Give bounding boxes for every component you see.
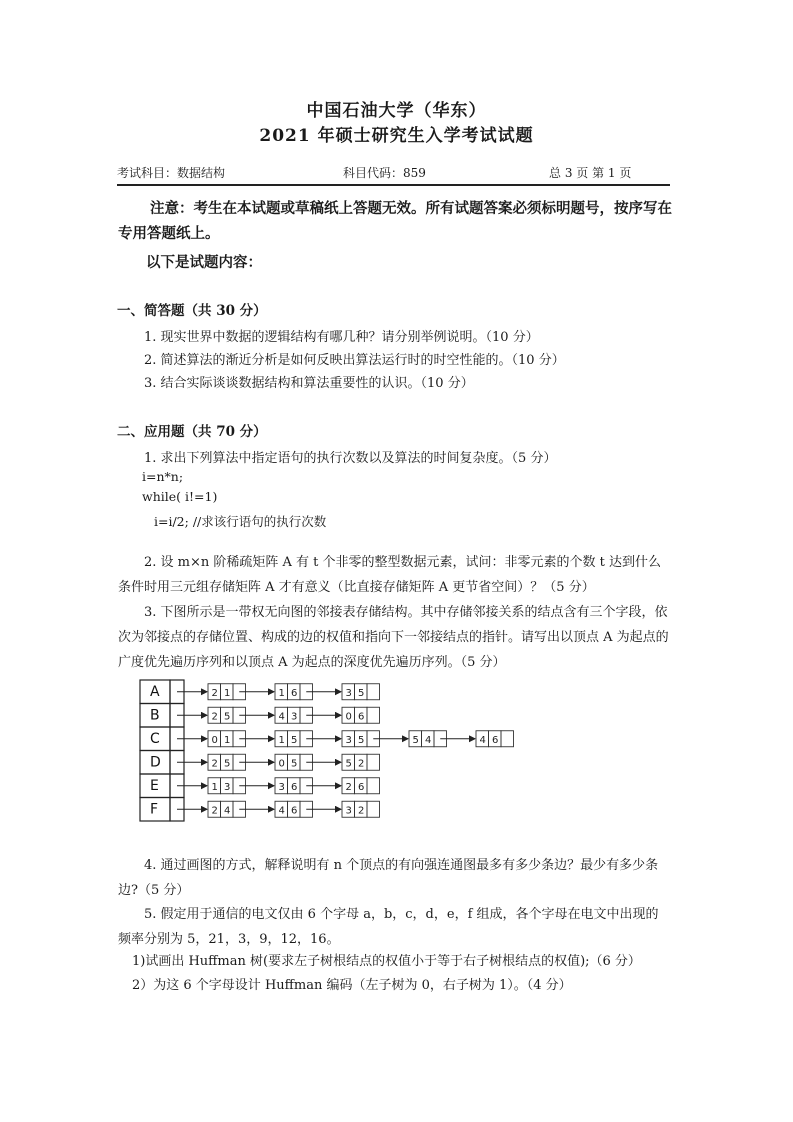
vertex-row-b <box>140 704 380 728</box>
vertex-label: D <box>150 754 161 771</box>
edge-weight: 4 <box>425 734 432 746</box>
edge-weight: 3 <box>291 711 298 723</box>
edge-adjvex: 5 <box>345 758 352 770</box>
edge-adjvex: 3 <box>345 687 352 699</box>
section-2-question-4: 4. 通过画图的方式，解释说明有 n 个顶点的有向强连通图最多有多少条边？最少有多少条边?（5 分） <box>118 858 659 898</box>
vertex-label: F <box>150 801 159 818</box>
edge-adjvex: 1 <box>211 781 218 793</box>
edge-weight: 5 <box>224 711 231 723</box>
edge-adjvex: 5 <box>412 734 419 746</box>
edge-weight: 5 <box>358 734 365 746</box>
edge-weight: 4 <box>224 805 231 817</box>
vertex-label: B <box>150 707 160 724</box>
edge-adjvex: 0 <box>345 711 352 723</box>
vertex-label: C <box>150 731 160 747</box>
edge-adjvex: 2 <box>211 711 218 723</box>
edge-weight: 6 <box>291 781 298 793</box>
vertex-row-d <box>140 751 380 775</box>
edge-adjvex: 2 <box>211 687 218 699</box>
section-1-title: 一、简答题（共 30 分） <box>117 303 267 319</box>
edge-adjvex: 3 <box>345 805 352 817</box>
edge-weight: 6 <box>358 711 365 723</box>
edge-weight: 5 <box>224 758 231 770</box>
code-line-2: while( i!=1) <box>142 489 218 504</box>
section-1-question-1: 1. 现实世界中数据的逻辑结构有哪几种？请分别举例说明。（10 分） <box>144 330 539 345</box>
edge-weight: 1 <box>224 734 231 746</box>
vertex-row-a <box>140 680 380 704</box>
adjacency-list-figure <box>136 678 536 823</box>
edge-adjvex: 3 <box>345 734 352 746</box>
page-indicator: 总 3 页 第 1 页 <box>549 166 632 180</box>
content-intro: 以下是试题内容： <box>146 254 262 271</box>
university-title: 中国石油大学（华东） <box>306 101 487 121</box>
section-1-question-2: 2. 简述算法的渐近分析是如何反映出算法运行时的时空性能的。（10 分） <box>144 353 565 368</box>
edge-adjvex: 2 <box>345 781 352 793</box>
section-1-question-3: 3. 结合实际谈谈数据结构和算法重要性的认识。（10 分） <box>144 376 474 391</box>
header-divider <box>117 184 670 186</box>
edge-node-field <box>501 731 514 747</box>
edge-weight: 5 <box>291 758 298 770</box>
section-2-question-3: 3. 下图所示是一带权无向图的邻接表存储结构。其中存储邻接关系的结点含有三个字段，依次为邻接点的存储位置、构成的边的权值和指向下一邻接结点的指针。请写出以顶点 A 为起点的广度优先遍历序列和以顶点 A 为起点的深度优先遍历序列。（5 分） <box>118 605 669 670</box>
edge-weight: 6 <box>291 805 298 817</box>
edge-adjvex: 1 <box>278 687 285 699</box>
edge-adjvex: 4 <box>479 734 486 746</box>
edge-adjvex: 4 <box>278 805 285 817</box>
edge-weight: 2 <box>358 805 365 817</box>
edge-adjvex: 0 <box>211 734 218 746</box>
subject-code: 科目代码：859 <box>343 166 426 180</box>
edge-adjvex: 2 <box>211 805 218 817</box>
edge-weight: 3 <box>224 781 231 793</box>
edge-weight: 5 <box>358 687 365 699</box>
edge-weight: 6 <box>291 687 298 699</box>
exam-notice: 注意：考生在本试题或草稿纸上答题无效。所有试题答案必须标明题号，按序写在专用答题纸上。 <box>118 200 672 242</box>
question-5-part-1: 1)试画出 Huffman 树(要求左子树根结点的权值小于等于右子树根结点的权值);（6 分） <box>132 954 641 969</box>
edge-weight: 1 <box>224 687 231 699</box>
section-2-question-1: 1. 求出下列算法中指定语句的执行次数以及算法的时间复杂度。（5 分） <box>144 451 557 466</box>
edge-weight: 6 <box>358 781 365 793</box>
edge-weight: 2 <box>358 758 365 770</box>
vertex-row-c <box>140 727 514 751</box>
edge-node-field <box>367 801 380 817</box>
section-2-question-2: 2. 设 m×n 阶稀疏矩阵 A 有 t 个非零的整型数据元素，试问：非零元素的个数 t 达到什么条件时用三元组存储矩阵 A 才有意义（比直接存储矩阵 A 更节省空间）？（5 分） <box>118 555 662 595</box>
edge-adjvex: 4 <box>278 711 285 723</box>
question-5-part-2: 2）为这 6 个字母设计 Huffman 编码（左子树为 0，右子树为 1）。（4 分） <box>132 978 572 993</box>
edge-node-field <box>367 754 380 770</box>
code-line-3: i=i/2; //求该行语句的执行次数 <box>154 514 327 529</box>
edge-adjvex: 3 <box>278 781 285 793</box>
edge-node-field <box>367 707 380 723</box>
edge-weight: 6 <box>492 734 499 746</box>
section-2-title: 二、应用题（共 70 分） <box>117 424 267 440</box>
edge-weight: 5 <box>291 734 298 746</box>
edge-node-field <box>367 778 380 794</box>
section-2-question-5: 5. 假定用于通信的电文仅由 6 个字母 a，b，c，d，e，f 组成，各个字母在电文中出现的频率分别为 5，21，3，9，12，16。 <box>118 907 659 947</box>
exam-subject: 考试科目：数据结构 <box>117 166 226 180</box>
exam-title: 2021 年硕士研究生入学考试试题 <box>259 126 534 146</box>
edge-adjvex: 2 <box>211 758 218 770</box>
vertex-label: E <box>150 778 159 794</box>
vertex-label: A <box>150 684 160 700</box>
edge-adjvex: 0 <box>278 758 285 770</box>
vertex-row-e <box>140 774 380 798</box>
edge-adjvex: 1 <box>278 734 285 746</box>
vertex-row-f <box>140 798 380 822</box>
code-line-1: i=n*n; <box>142 469 184 484</box>
edge-node-field <box>367 684 380 700</box>
